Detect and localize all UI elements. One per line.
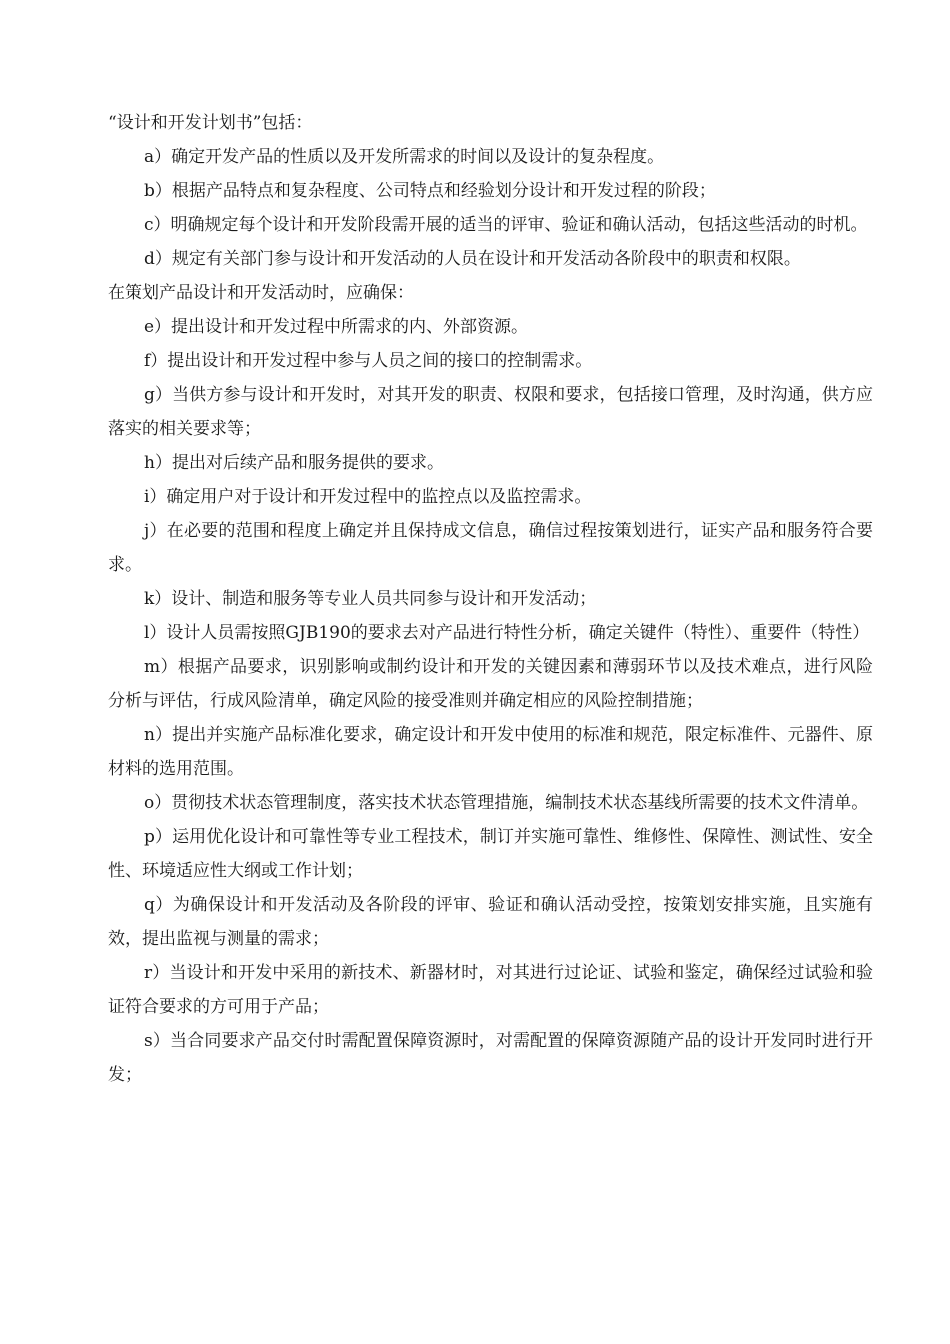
section-heading: “设计和开发计划书”包括： xyxy=(108,113,313,133)
list-item-o: o）贯彻技术状态管理制度，落实技术状态管理措施，编制技术状态基线所需要的技术文件清单。 xyxy=(144,793,869,813)
list-item-q: q）为确保设计和开发活动及各阶段的评审、验证和确认活动受控，按策划安排实施，且实施有效，提出监视与测量的需求； xyxy=(108,895,873,949)
list-item-i: i）确定用户对于设计和开发过程中的监控点以及监控需求。 xyxy=(144,487,592,507)
list-item-f: f）提出设计和开发过程中参与人员之间的接口的控制需求。 xyxy=(144,351,593,371)
list-item-g: g）当供方参与设计和开发时，对其开发的职责、权限和要求，包括接口管理，及时沟通，供方应落实的相关要求等； xyxy=(108,385,873,439)
list-item-a: a）确定开发产品的性质以及开发所需求的时间以及设计的复杂程度。 xyxy=(144,147,665,167)
list-item-r: r）当设计和开发中采用的新技术、新器材时，对其进行过论证、试验和鉴定，确保经过试验和验证符合要求的方可用于产品； xyxy=(108,963,873,1017)
document-body xyxy=(108,106,873,1092)
list-item-p: p）运用优化设计和可靠性等专业工程技术，制订并实施可靠性、维修性、保障性、测试性、安全性、环境适应性大纲或工作计划； xyxy=(108,827,873,881)
list-item-c: c）明确规定每个设计和开发阶段需开展的适当的评审、验证和确认活动，包括这些活动的时机。 xyxy=(144,215,868,235)
list-item-l: l）设计人员需按照GJB190的要求去对产品进行特性分析，确定关键件（特性）、重要件（特性） xyxy=(144,623,870,643)
list-item-j: j）在必要的范围和程度上确定并且保持成文信息，确信过程按策划进行，证实产品和服务符合要求。 xyxy=(108,521,873,575)
list-item-e: e）提出设计和开发过程中所需求的内、外部资源。 xyxy=(144,317,529,337)
list-item-b: b）根据产品特点和复杂程度、公司特点和经验划分设计和开发过程的阶段； xyxy=(144,181,716,201)
list-item-n: n）提出并实施产品标准化要求，确定设计和开发中使用的标准和规范，限定标准件、元器件、原材料的选用范围。 xyxy=(108,725,873,779)
list-item-s: s）当合同要求产品交付时需配置保障资源时，对需配置的保障资源随产品的设计开发同时进行开发； xyxy=(108,1031,873,1085)
list-item-d: d）规定有关部门参与设计和开发活动的人员在设计和开发活动各阶段中的职责和权限。 xyxy=(144,249,801,269)
list-item-h: h）提出对后续产品和服务提供的要求。 xyxy=(144,453,444,473)
list-item-k: k）设计、制造和服务等专业人员共同参与设计和开发活动； xyxy=(144,589,597,609)
planning-intro: 在策划产品设计和开发活动时，应确保： xyxy=(108,283,414,303)
list-item-m: m）根据产品要求，识别影响或制约设计和开发的关键因素和薄弱环节以及技术难点，进行风险分析与评估，行成风险清单，确定风险的接受准则并确定相应的风险控制措施； xyxy=(108,657,873,711)
